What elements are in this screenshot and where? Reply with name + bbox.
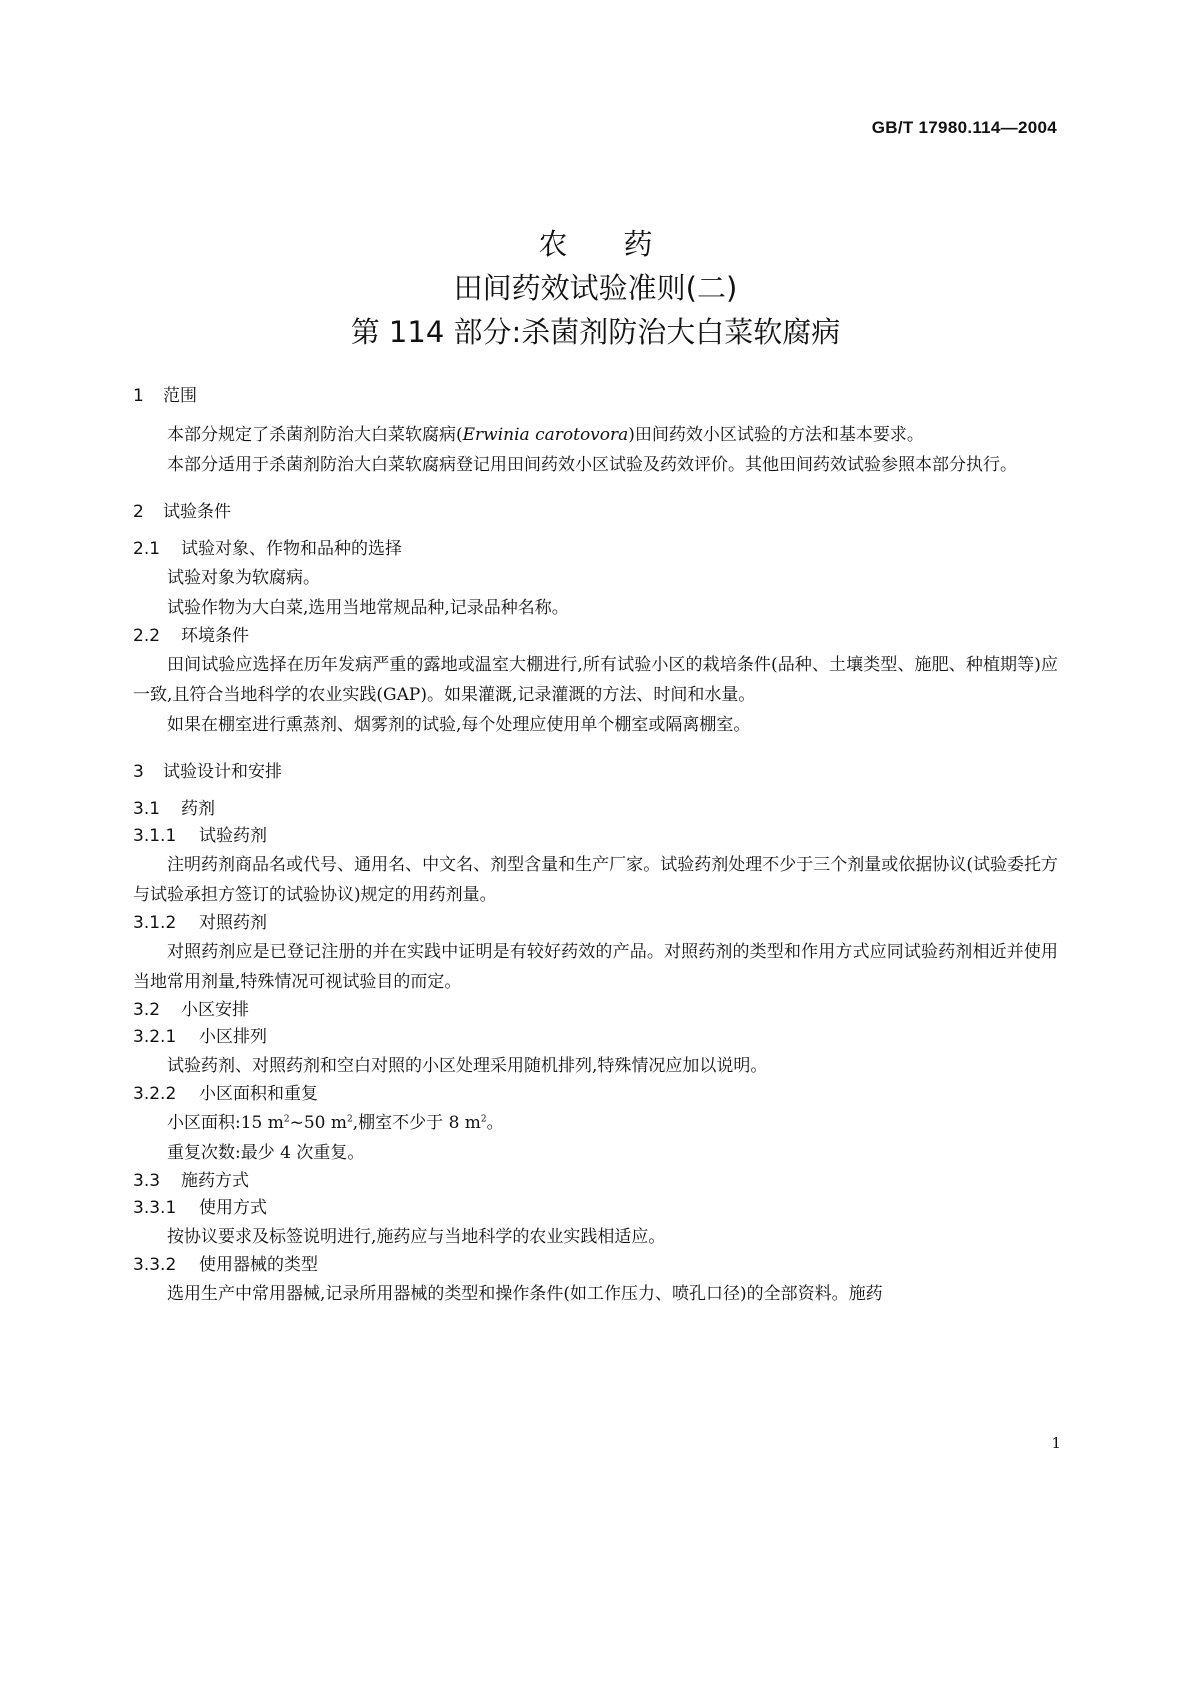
section-number: 3	[133, 762, 144, 782]
subsection-title: 小区面积和重复	[199, 1084, 318, 1104]
section-title: 试验设计和安排	[163, 762, 282, 782]
subsection-title: 环境条件	[181, 626, 249, 646]
subsection-number: 3.1.1	[133, 826, 177, 846]
paragraph: 注明药剂商品名或代号、通用名、中文名、剂型含量和生产厂家。试验药剂处理不少于三个剂量或依据协议(试验委托方与试验承担方签订的试验协议)规定的用药剂量。	[133, 855, 1058, 905]
subsection-title: 施药方式	[181, 1171, 249, 1191]
subsection-title: 对照药剂	[199, 913, 267, 933]
paragraph: 田间试验应选择在历年发病严重的露地或温室大棚进行,所有试验小区的栽培条件(品种、土壤类型、施肥、种植期等)应一致,且符合当地科学的农业实践(GAP)。如果灌溉,记录灌溉的方法、时间和水量。	[133, 655, 1058, 705]
subsection-heading-3-2	[133, 997, 1058, 1024]
title-line-1: 农药	[538, 227, 709, 261]
paragraph: 试验对象为软腐病。	[167, 568, 320, 588]
paragraph: 如果在棚室进行熏蒸剂、烟雾剂的试验,每个处理应使用单个棚室或隔离棚室。	[167, 715, 751, 735]
subsection-heading-3-2-1	[133, 1024, 1058, 1051]
subsection-title: 试验对象、作物和品种的选择	[181, 539, 402, 559]
subsection-number: 3.1.2	[133, 913, 177, 933]
section-title: 范围	[163, 386, 197, 406]
paragraph: 试验药剂、对照药剂和空白对照的小区处理采用随机排列,特殊情况应加以说明。	[167, 1056, 768, 1076]
subsection-number: 3.2.1	[133, 1027, 177, 1047]
plot-area-paragraph	[133, 1108, 1058, 1138]
subsection-title: 小区安排	[181, 1000, 249, 1020]
title-line-2: 田间药效试验准则(二)	[453, 271, 738, 305]
subsection-title: 药剂	[181, 799, 215, 819]
subsection-title: 使用器械的类型	[199, 1255, 318, 1275]
subsection-heading-2-2	[133, 623, 1058, 650]
subsection-number: 3.2	[133, 1000, 161, 1020]
section-heading-2	[133, 499, 1058, 526]
subsection-heading-3-3	[133, 1168, 1058, 1195]
subsection-title: 小区排列	[199, 1027, 267, 1047]
subsection-heading-3-3-1	[133, 1195, 1058, 1222]
subsection-heading-3-1-1	[133, 823, 1058, 850]
section-number: 2	[133, 502, 144, 522]
page-number: 1	[1051, 1434, 1061, 1452]
subsection-number: 3.2.2	[133, 1084, 177, 1104]
section-heading-1	[133, 383, 1058, 410]
latin-name: Erwinia carotovora	[462, 425, 629, 445]
text-run: 本部分规定了杀菌剂防治大白菜软腐病(	[167, 425, 463, 445]
text-run: 。	[486, 1113, 504, 1133]
text-run: ,棚室不少于 8 m	[352, 1113, 481, 1133]
subsection-number: 2.2	[133, 626, 161, 646]
section-heading-3	[133, 759, 1058, 786]
document-title	[0, 222, 1191, 354]
scope-paragraph-2: 本部分适用于杀菌剂防治大白菜软腐病登记用田间药效小区试验及药效评价。其他田间药效试验参照本部分执行。	[167, 455, 1017, 475]
subsection-heading-3-2-2	[133, 1081, 1058, 1108]
scope-paragraph-1	[133, 420, 1058, 450]
subsection-title: 试验药剂	[199, 826, 267, 846]
subsection-title: 使用方式	[199, 1198, 267, 1218]
paragraph: 重复次数:最少 4 次重复。	[167, 1143, 365, 1163]
text-run: )田间药效小区试验的方法和基本要求。	[628, 425, 924, 445]
subsection-heading-2-1	[133, 536, 1058, 563]
paragraph: 选用生产中常用器械,记录所用器械的类型和操作条件(如工作压力、喷孔口径)的全部资料。施药	[167, 1284, 883, 1304]
subsection-heading-3-3-2	[133, 1252, 1058, 1279]
subsection-number: 3.3.2	[133, 1255, 177, 1275]
superscript: 2	[347, 1114, 353, 1125]
paragraph: 对照药剂应是已登记注册的并在实践中证明是有较好药效的产品。对照药剂的类型和作用方式应同试验药剂相近并使用当地常用剂量,特殊情况可视试验目的而定。	[133, 942, 1058, 992]
standard-code: GB/T 17980.114—2004	[871, 118, 1057, 137]
subsection-heading-3-1	[133, 796, 1058, 823]
section-title: 试验条件	[163, 502, 231, 522]
paragraph: 试验作物为大白菜,选用当地常规品种,记录品种名称。	[167, 598, 569, 618]
subsection-heading-3-1-2	[133, 910, 1058, 937]
section-number: 1	[133, 386, 144, 406]
subsection-number: 3.1	[133, 799, 161, 819]
text-run: ~50 m	[289, 1113, 348, 1133]
subsection-number: 2.1	[133, 539, 161, 559]
superscript: 2	[283, 1114, 290, 1125]
document-body	[133, 383, 1058, 1309]
text-run: 小区面积:15 m	[167, 1113, 284, 1133]
subsection-number: 3.3	[133, 1171, 161, 1191]
superscript: 2	[480, 1114, 487, 1125]
subsection-number: 3.3.1	[133, 1198, 177, 1218]
paragraph: 按协议要求及标签说明进行,施药应与当地科学的农业实践相适应。	[167, 1227, 666, 1247]
title-line-3: 第 114 部分:杀菌剂防治大白菜软腐病	[350, 315, 841, 349]
